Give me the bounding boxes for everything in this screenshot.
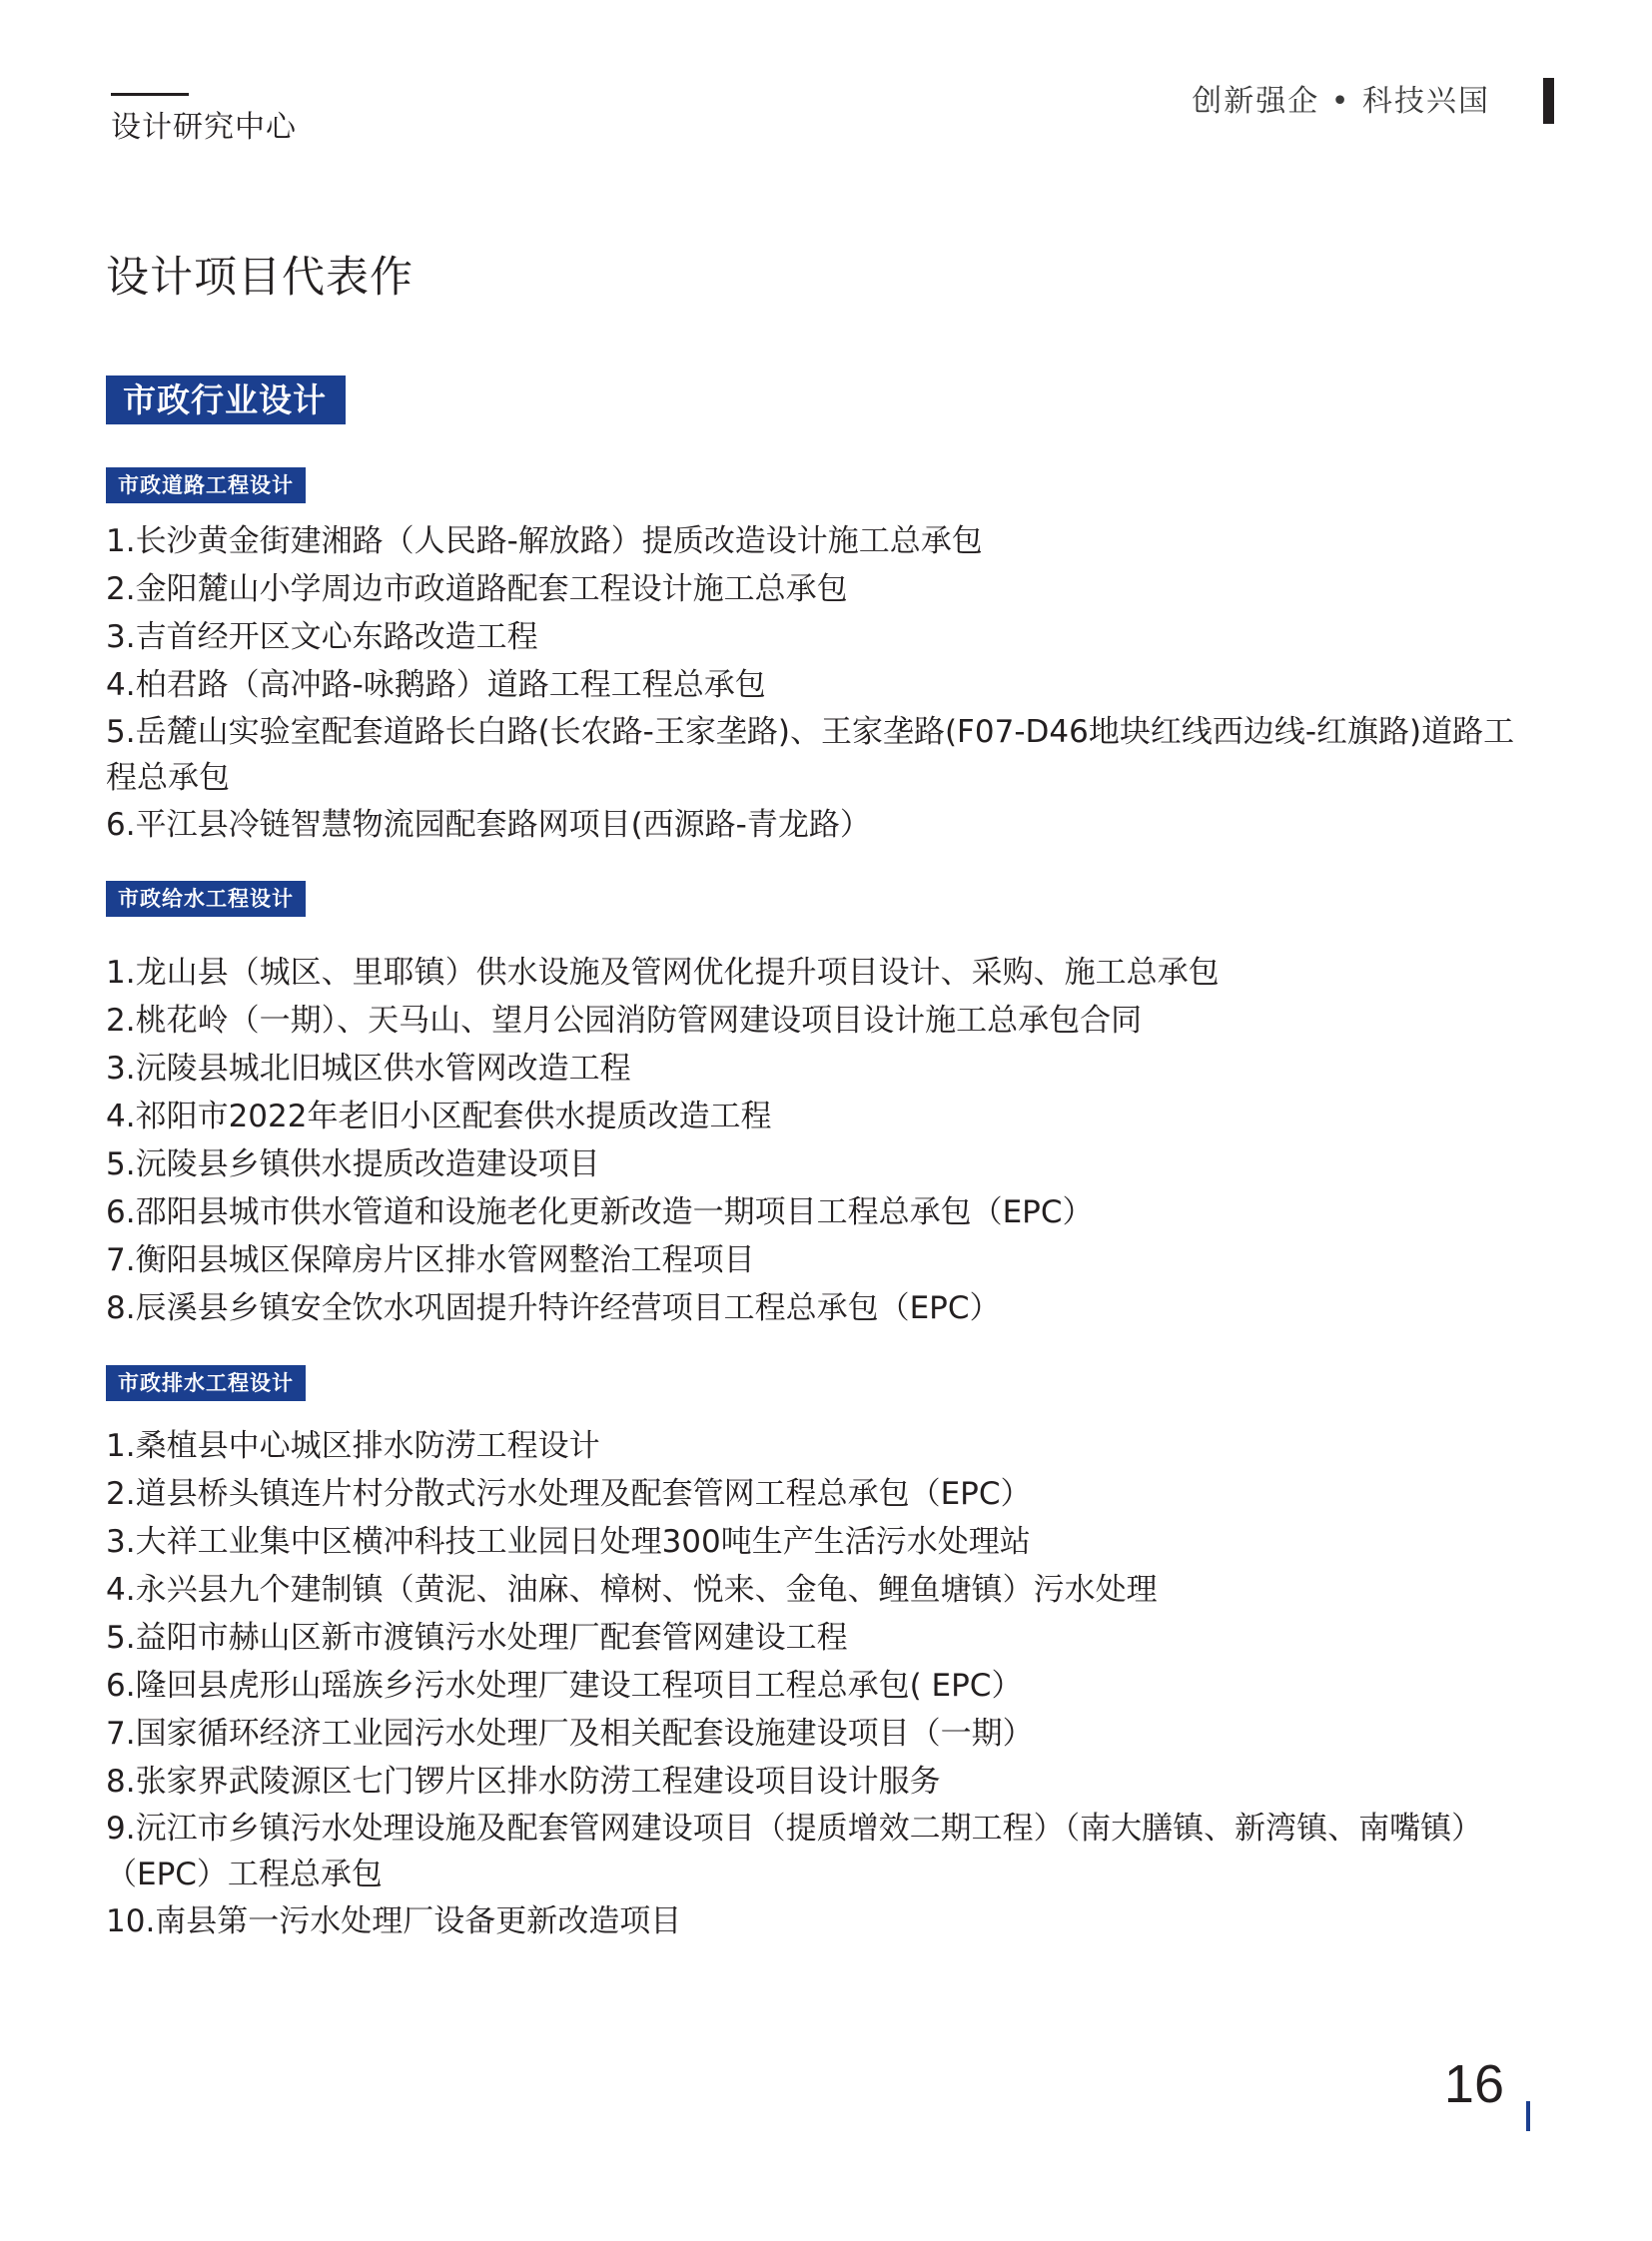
- category-badge: 市政行业设计: [106, 375, 346, 424]
- list-item: 9.沅江市乡镇污水处理设施及配套管网建设项目（提质增效二期工程）（南大膳镇、新湾镇、南嘴镇）（EPC）工程总承包: [106, 1811, 1483, 1892]
- list-item: 3.吉首经开区文心东路改造工程: [106, 619, 538, 655]
- list-item: 6.隆回县虎形山瑶族乡污水处理厂建设工程项目工程总承包( EPC）: [106, 1668, 1023, 1704]
- project-list-roads: [106, 517, 1544, 849]
- header-slogan: 创新强企 • 科技兴国: [1192, 84, 1490, 119]
- list-item: 4.祁阳市2022年老旧小区配套供水提质改造工程: [106, 1099, 772, 1134]
- page-number-bar: [1526, 2101, 1530, 2131]
- header-rule: [111, 93, 189, 96]
- project-list-drainage: [106, 1422, 1544, 1945]
- list-item: 5.益阳市赫山区新市渡镇污水处理厂配套管网建设工程: [106, 1620, 848, 1656]
- subcategory-badge-water-supply: 市政给水工程设计: [106, 881, 306, 917]
- list-item: 7.国家循环经济工业园污水处理厂及相关配套设施建设项目（一期）: [106, 1716, 1034, 1752]
- list-item: 4.永兴县九个建制镇（黄泥、油麻、樟树、悦来、金龟、鲤鱼塘镇）污水处理: [106, 1572, 1158, 1608]
- project-list-water-supply: [106, 949, 1544, 1332]
- list-item: 5.沅陵县乡镇供水提质改造建设项目: [106, 1146, 600, 1182]
- list-item: 7.衡阳县城区保障房片区排水管网整治工程项目: [106, 1242, 755, 1278]
- list-item: 2.桃花岭（一期）、天马山、望月公园消防管网建设项目设计施工总承包合同: [106, 1003, 1143, 1039]
- department-name: 设计研究中心: [111, 110, 297, 145]
- page-number: 16: [1443, 2054, 1504, 2114]
- list-item: 2.道县桥头镇连片村分散式污水处理及配套管网工程总承包（EPC）: [106, 1476, 1032, 1512]
- list-item: 1.桑植县中心城区排水防涝工程设计: [106, 1428, 600, 1464]
- list-item: 3.沅陵县城北旧城区供水管网改造工程: [106, 1051, 631, 1087]
- list-item: 6.平江县冷链智慧物流园配套路网项目(西源路-青龙路）: [106, 807, 871, 843]
- header-accent-bar: [1543, 78, 1554, 124]
- section-title: 设计项目代表作: [106, 253, 413, 303]
- list-item: 5.岳麓山实验室配套道路长白路(长农路-王家垄路)、王家垄路(F07-D46地块红线西边线-红旗路)道路工程总承包: [106, 714, 1515, 796]
- list-item: 1.长沙黄金街建湘路（人民路-解放路）提质改造设计施工总承包: [106, 523, 983, 559]
- list-item: 2.金阳麓山小学周边市政道路配套工程设计施工总承包: [106, 571, 848, 607]
- list-item: 6.邵阳县城市供水管道和设施老化更新改造一期项目工程总承包（EPC）: [106, 1194, 1094, 1230]
- list-item: 3.大祥工业集中区横冲科技工业园日处理300吨生产生活污水处理站: [106, 1524, 1031, 1560]
- list-item: 4.柏君路（高冲路-咏鹅路）道路工程工程总承包: [106, 667, 766, 703]
- subcategory-badge-roads: 市政道路工程设计: [106, 467, 306, 503]
- list-item: 1.龙山县（城区、里耶镇）供水设施及管网优化提升项目设计、采购、施工总承包: [106, 955, 1220, 991]
- subcategory-badge-drainage: 市政排水工程设计: [106, 1365, 306, 1401]
- list-item: 10.南县第一污水处理厂设备更新改造项目: [106, 1903, 682, 1939]
- list-item: 8.张家界武陵源区七门锣片区排水防涝工程建设项目设计服务: [106, 1764, 941, 1800]
- list-item: 8.辰溪县乡镇安全饮水巩固提升特许经营项目工程总承包（EPC）: [106, 1290, 1001, 1326]
